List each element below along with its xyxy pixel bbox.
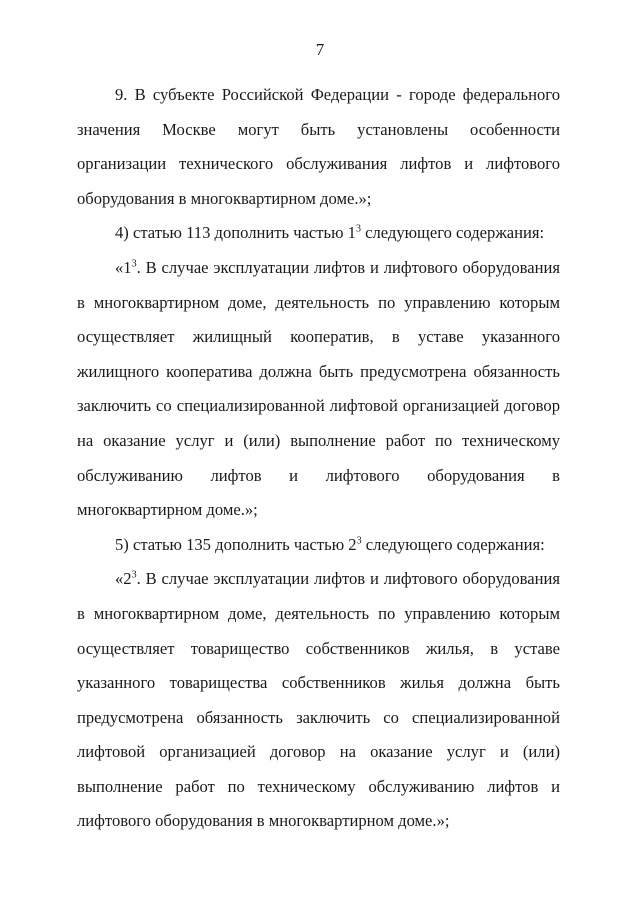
paragraph-text-continued: следующего содержания: (360, 223, 545, 243)
paragraph-text-continued: . В случае эксплуатации лифтов и лифтового оборудования в многоквартирном доме, деятельность по управлению которым осуществляет жилищный кооператив, в уставе указанного жилищного кооператива должна быть предусмотрена обязанность заключить со специализированной лифтовой организацией договор на оказание услуг и (или) выполнение работ по техническому обслуживанию лифтов и лифтового оборудования в многоквартирном доме.»; (77, 257, 560, 520)
paragraph-part-2-3 (77, 562, 560, 839)
paragraph-part-1-3 (77, 251, 560, 528)
paragraph-text: 5) статью 135 дополнить частью 2 (115, 534, 357, 554)
superscript: 3 (131, 258, 137, 270)
paragraph-text: «2 (115, 569, 132, 589)
superscript: 3 (355, 223, 361, 235)
document-body (77, 78, 560, 839)
page-number: 7 (315, 40, 325, 59)
paragraph-text: 9. В субъекте Российской Федерации - городе федерального значения Москве могут быть установлены особенности организации технического обслуживания лифтов и лифтового оборудования в многоквартирном доме.»; (77, 85, 560, 208)
superscript: 3 (131, 569, 137, 581)
paragraph-amend-article-135 (77, 528, 560, 563)
paragraph-text: «1 (115, 257, 132, 277)
paragraph-text: 4) статью 113 дополнить частью 1 (115, 223, 356, 243)
paragraph-amend-article-113 (77, 216, 560, 251)
paragraph-text-continued: . В случае эксплуатации лифтов и лифтового оборудования в многоквартирном доме, деятельность по управлению которым осуществляет товарищество собственников жилья, в уставе указанного товарищества собственников жилья должна быть предусмотрена обязанность заключить со специализированной лифтовой организацией договор на оказание услуг и (или) выполнение работ по техническому обслуживанию лифтов и лифтового оборудования в многоквартирном доме.»; (77, 569, 560, 831)
superscript: 3 (356, 535, 362, 547)
paragraph-item-9 (77, 78, 560, 216)
paragraph-text-continued: следующего содержания: (361, 534, 545, 554)
